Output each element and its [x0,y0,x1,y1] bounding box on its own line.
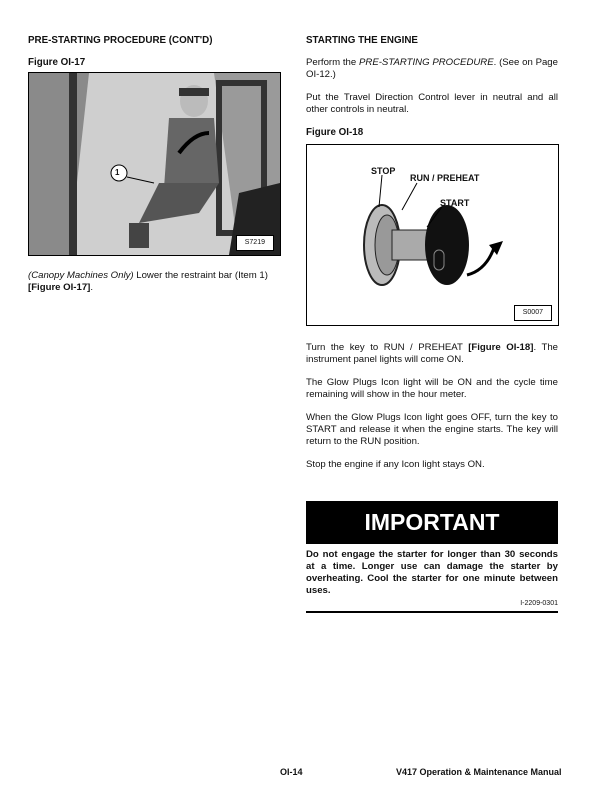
figure-ref: [Figure OI-18] [468,342,534,353]
start-label: START [440,198,470,208]
important-text: Do not engage the starter for longer than 30 seconds at a time. Longer use can damage the starter by overheating. Cool the starter for one minute between uses. [306,549,558,596]
figure-ref: [Figure OI-17] [28,282,91,293]
text: Turn the key to RUN / PREHEAT [306,342,469,353]
paragraph: Stop the engine if any Icon light stays ON. [306,459,485,470]
figure-label: Figure OI-18 [306,127,364,138]
figure-code: S7219 [236,235,274,251]
paragraph: When the Glow Plugs Icon light goes OFF, turn the key to START and release it when the engine starts. The key will return to the RUN position. [306,412,558,447]
caption-text: Lower the restraint bar (Item 1) [133,270,268,281]
procedure-ref: PRE-STARTING PROCEDURE [359,57,494,68]
divider [306,611,558,613]
section-heading: STARTING THE ENGINE [306,35,418,46]
callout-number: 1 [115,168,120,177]
figure-oi-17 [28,72,281,256]
notice-code: I-2209-0301 [520,600,558,607]
caption [28,270,280,294]
text: Perform the [306,57,360,68]
run-preheat-label: RUN / PREHEAT [410,173,480,183]
section-heading: PRE-STARTING PROCEDURE (CONT'D) [28,35,213,46]
figure-code: S0007 [514,305,552,321]
operator-in-cab-image [29,73,280,255]
paragraph [306,57,558,81]
caption-italic: (Canopy Machines Only) [28,270,134,281]
important-banner: IMPORTANT [306,501,558,544]
stop-label: STOP [371,166,396,176]
page-number: OI-14 [280,767,303,777]
paragraph: The Glow Plugs Icon light will be ON and the cycle time remaining will show in the hour meter. [306,377,558,400]
text: . The instrument panel lights will come ON. [306,342,558,365]
text: . (See on Page OI-12.) [306,57,558,80]
manual-title: V417 Operation & Maintenance Manual [396,767,562,777]
figure-label: Figure OI-17 [28,57,86,68]
paragraph [306,342,558,366]
paragraph: Put the Travel Direction Control lever in neutral and all other controls in neutral. [306,92,558,115]
caption-end: . [90,282,94,293]
figure-oi-18 [306,144,559,326]
